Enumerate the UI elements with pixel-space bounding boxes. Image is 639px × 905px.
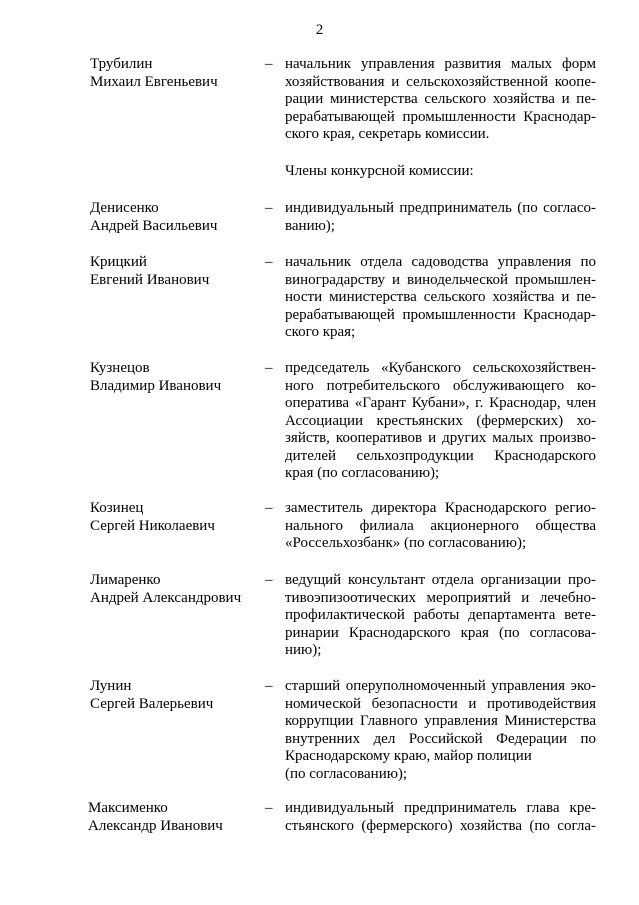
description-line: индивидуальный предприниматель глава кре- bbox=[285, 800, 596, 816]
member-surname: Кузнецов bbox=[90, 360, 150, 376]
description-line: старший оперуполномоченный управления эко- bbox=[285, 678, 596, 694]
member-description bbox=[285, 56, 596, 144]
member-given-names: Владимир Иванович bbox=[90, 377, 222, 394]
member-surname: Максименко bbox=[88, 800, 168, 816]
member-name bbox=[90, 56, 260, 91]
member-name bbox=[90, 200, 260, 235]
description-line: ности министерства сельского хозяйства и пе- bbox=[285, 289, 596, 305]
dash: – bbox=[265, 572, 273, 588]
description-line: ского края, секретарь комиссии. bbox=[285, 126, 490, 142]
description-line: зяйств, кооперативов и других малых произво- bbox=[285, 430, 596, 446]
description-line: номической безопасности и противодействия bbox=[285, 695, 596, 712]
description-line: ского края; bbox=[285, 324, 356, 340]
member-surname: Лунин bbox=[90, 678, 132, 694]
member-surname: Козинец bbox=[90, 500, 144, 516]
member-description bbox=[285, 500, 596, 553]
member-description bbox=[285, 200, 596, 235]
member-name bbox=[88, 800, 258, 835]
description-line: индивидуальный предприниматель (по согласо- bbox=[285, 200, 596, 216]
member-given-names: Михаил Евгеньевич bbox=[90, 73, 218, 90]
page-number: 2 bbox=[315, 22, 324, 38]
description-line: края (по согласованию); bbox=[285, 465, 440, 481]
description-line: рерабатывающей промышленности Краснодар- bbox=[285, 108, 596, 125]
member-name bbox=[90, 678, 260, 713]
description-line: виноградарству и винодельческой промышлен- bbox=[285, 271, 596, 288]
member-description bbox=[285, 800, 596, 835]
dash: – bbox=[265, 678, 273, 694]
description-line: председатель «Кубанского сельскохозяйствен- bbox=[285, 360, 596, 376]
member-surname: Крицкий bbox=[90, 254, 147, 270]
member-name bbox=[90, 254, 260, 289]
member-given-names: Сергей Николаевич bbox=[90, 517, 215, 534]
member-description bbox=[285, 254, 596, 342]
description-line: Ассоциации крестьянских (фермерских) хо- bbox=[285, 412, 596, 429]
member-surname: Лимаренко bbox=[90, 572, 161, 588]
dash: – bbox=[265, 500, 273, 516]
member-surname: Трубилин bbox=[90, 56, 153, 72]
member-name bbox=[90, 500, 260, 535]
description-line: хозяйствования и сельскохозяйственной коопе- bbox=[285, 73, 596, 90]
description-line: ведущий консультант отдела организации про- bbox=[285, 572, 596, 588]
description-line: оператива «Гарант Кубани», г. Краснодар, член bbox=[285, 395, 596, 411]
description-line: начальник отдела садоводства управления по bbox=[285, 254, 596, 270]
description-line: заместитель директора Краснодарского регио- bbox=[285, 500, 596, 516]
description-line: ринарии Краснодарского края (по согласова- bbox=[285, 624, 596, 641]
member-name bbox=[90, 572, 260, 607]
member-description bbox=[285, 572, 596, 660]
description-line: «Россельхозбанк» (по согласованию); bbox=[285, 535, 527, 551]
dash: – bbox=[265, 56, 273, 72]
description-line: рерабатывающей промышленности Краснодар- bbox=[285, 306, 596, 323]
member-name bbox=[90, 360, 260, 395]
dash: – bbox=[265, 254, 273, 270]
description-line: ванию); bbox=[285, 217, 335, 234]
member-given-names: Евгений Иванович bbox=[90, 271, 210, 288]
member-description bbox=[285, 678, 596, 783]
description-line: нального филиала акционерного общества bbox=[285, 517, 596, 534]
description-line: коррупции Главного управления Министерства bbox=[285, 713, 596, 729]
description-line: начальник управления развития малых форм bbox=[285, 56, 596, 72]
member-given-names: Андрей Александрович bbox=[90, 589, 242, 606]
member-given-names: Александр Иванович bbox=[88, 817, 223, 834]
description-line: (по согласованию); bbox=[285, 765, 408, 782]
section-heading: Члены конкурсной комиссии: bbox=[285, 163, 474, 179]
description-line: профилактической работы департамента вете- bbox=[285, 607, 596, 623]
description-line: тивоэпизоотических мероприятий и лечебно- bbox=[285, 589, 596, 606]
description-line: рации министерства сельского хозяйства и пе- bbox=[285, 91, 596, 107]
dash: – bbox=[265, 200, 273, 216]
member-given-names: Сергей Валерьевич bbox=[90, 695, 214, 712]
description-line: стьянского (фермерского) хозяйства (по согла- bbox=[285, 817, 596, 834]
member-given-names: Андрей Васильевич bbox=[90, 217, 218, 234]
dash: – bbox=[265, 800, 273, 816]
description-line: Краснодарскому краю, майор полиции bbox=[285, 748, 532, 764]
description-line: внутренних дел Российской Федерации по bbox=[285, 730, 596, 747]
member-description bbox=[285, 360, 596, 483]
description-line: ного потребительского обслуживающего ко- bbox=[285, 377, 596, 394]
description-line: дителей сельхозпродукции Краснодарского bbox=[285, 447, 596, 464]
description-line: нию); bbox=[285, 642, 322, 658]
dash: – bbox=[265, 360, 273, 376]
member-surname: Денисенко bbox=[90, 200, 159, 216]
